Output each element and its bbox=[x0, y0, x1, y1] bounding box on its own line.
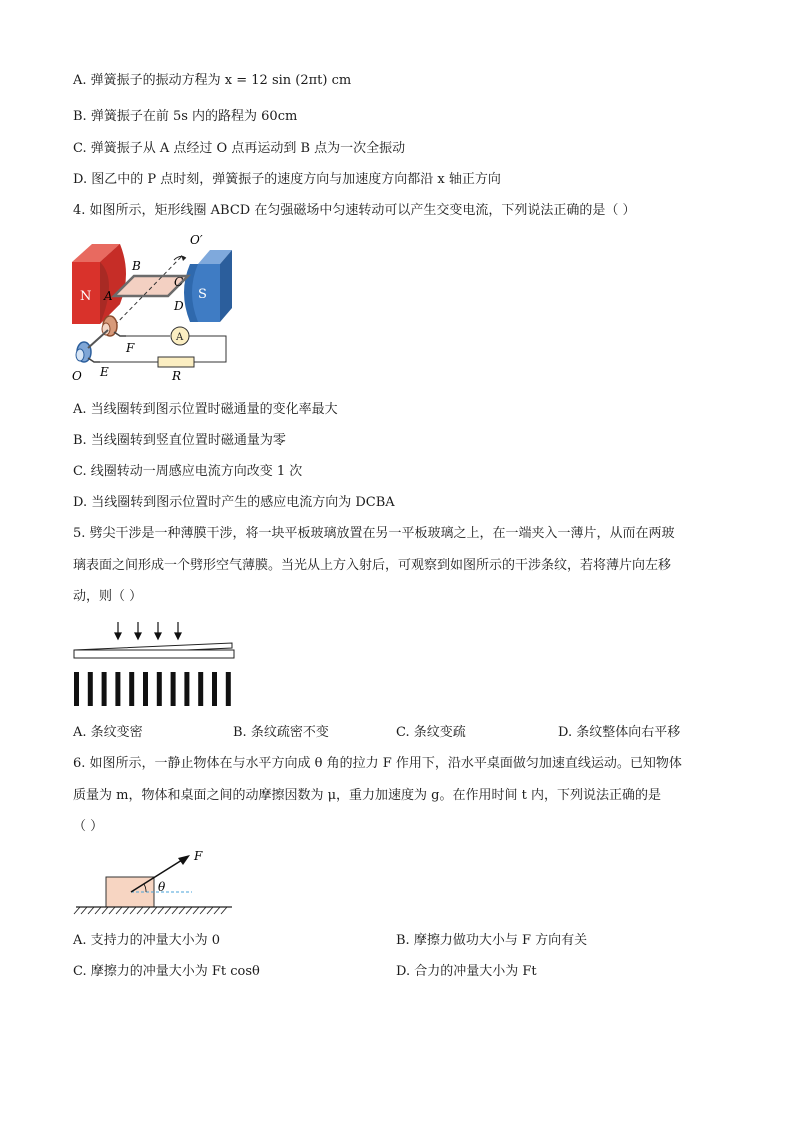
q4-stem: 4. 如图所示，矩形线圈 ABCD 在匀强磁场中匀速转动可以产生交变电流，下列说法正确的是（ ） bbox=[73, 203, 636, 218]
fringe-stripe bbox=[184, 672, 189, 706]
south-magnet bbox=[184, 250, 232, 322]
interference-fringes bbox=[74, 672, 231, 706]
fringe-stripe bbox=[157, 672, 162, 706]
hatch-line bbox=[116, 907, 122, 914]
q5-stem-line1: 5. 劈尖干涉是一种薄膜干涉，将一块平板玻璃放置在另一平板玻璃之上，在一端夹入一薄片，从而在两玻 bbox=[73, 526, 675, 541]
hatch-line bbox=[95, 907, 101, 914]
hatch-line bbox=[158, 907, 164, 914]
hatch-line bbox=[130, 907, 136, 914]
fringe-stripe bbox=[212, 672, 217, 706]
fringe-stripe bbox=[102, 672, 107, 706]
hatch-line bbox=[137, 907, 143, 914]
q5-option-c: C. 条纹变疏 bbox=[396, 725, 466, 740]
hatch-line bbox=[193, 907, 199, 914]
force-vector bbox=[131, 860, 182, 892]
label-c: C bbox=[174, 275, 184, 289]
q6-stem-line1: 6. 如图所示，一静止物体在与水平方向成 θ 角的拉力 F 作用下，沿水平桌面做匀加速直线运动。已知物体 bbox=[73, 756, 682, 771]
hatch-line bbox=[200, 907, 206, 914]
q3-option-c: C. 弹簧振子从 A 点经过 O 点再运动到 B 点为一次全振动 bbox=[73, 141, 406, 156]
ammeter-label: A bbox=[176, 332, 184, 343]
hatch-line bbox=[109, 907, 115, 914]
hatch-line bbox=[221, 907, 227, 914]
fringe-stripe bbox=[171, 672, 176, 706]
q3-option-b: B. 弹簧振子在前 5s 内的路程为 60cm bbox=[73, 109, 298, 124]
hatch-line bbox=[102, 907, 108, 914]
q4-option-a: A. 当线圈转到图示位置时磁通量的变化率最大 bbox=[73, 402, 338, 417]
incident-light-arrows bbox=[115, 622, 181, 639]
resistor bbox=[158, 357, 194, 367]
label-r: R bbox=[172, 369, 182, 383]
q6-stem-line3: （ ） bbox=[73, 819, 104, 834]
fringe-stripe bbox=[143, 672, 148, 706]
ground-hatching bbox=[74, 907, 227, 914]
hatch-line bbox=[207, 907, 213, 914]
q4-option-b: B. 当线圈转到竖直位置时磁通量为零 bbox=[73, 433, 286, 448]
fringe-stripe bbox=[226, 672, 231, 706]
label-f: F bbox=[126, 341, 135, 355]
angle-label: θ bbox=[158, 880, 166, 894]
q3-option-d: D. 图乙中的 P 点时刻，弹簧振子的速度方向与加速度方向都沿 x 轴正方向 bbox=[73, 172, 501, 187]
q5-stem-line3: 动，则（ ） bbox=[73, 589, 143, 604]
hatch-line bbox=[165, 907, 171, 914]
hatch-line bbox=[214, 907, 220, 914]
fringe-stripe bbox=[115, 672, 120, 706]
hatch-line bbox=[186, 907, 192, 914]
q5-option-b: B. 条纹疏密不变 bbox=[233, 725, 329, 740]
q5-option-a: A. 条纹变密 bbox=[73, 725, 143, 740]
fringe-stripe bbox=[198, 672, 203, 706]
q4-option-d: D. 当线圈转到图示位置时产生的感应电流方向为 DCBA bbox=[73, 495, 395, 510]
force-label: F bbox=[194, 849, 203, 863]
hatch-line bbox=[172, 907, 178, 914]
q6-option-a: A. 支持力的冲量大小为 0 bbox=[73, 933, 221, 948]
label-e: E bbox=[100, 365, 109, 379]
hatch-line bbox=[144, 907, 150, 914]
q6-option-d: D. 合力的冲量大小为 Ft bbox=[396, 964, 537, 979]
hatch-line bbox=[123, 907, 129, 914]
fringe-stripe bbox=[129, 672, 134, 706]
hatch-line bbox=[88, 907, 94, 914]
north-label: N bbox=[80, 289, 92, 304]
block-force-figure bbox=[74, 848, 244, 918]
q3-option-a: A. 弹簧振子的振动方程为 x = 12 sin (2πt) cm bbox=[73, 73, 352, 88]
q5-stem-line2: 璃表面之间形成一个劈形空气薄膜。当光从上方入射后，可观察到如图所示的干涉条纹，若将薄片向左移 bbox=[73, 558, 672, 573]
label-o: O bbox=[72, 369, 82, 383]
hatch-line bbox=[151, 907, 157, 914]
label-o-prime: O′ bbox=[190, 233, 203, 247]
generator-figure bbox=[70, 234, 240, 384]
q5-option-d: D. 条纹整体向右平移 bbox=[558, 725, 681, 740]
fringe-stripe bbox=[74, 672, 79, 706]
q6-stem-line2: 质量为 m，物体和桌面之间的动摩擦因数为 μ，重力加速度为 g。在作用时间 t 内，下列说法正确的是 bbox=[73, 788, 661, 803]
force-arrowhead bbox=[178, 855, 190, 865]
fringe-stripe bbox=[88, 672, 93, 706]
hatch-line bbox=[179, 907, 185, 914]
hatch-line bbox=[74, 907, 80, 914]
north-magnet bbox=[72, 244, 126, 324]
q6-option-b: B. 摩擦力做功大小与 F 方向有关 bbox=[396, 933, 588, 948]
lower-glass-plate bbox=[74, 650, 234, 658]
hatch-line bbox=[81, 907, 87, 914]
label-a: A bbox=[104, 289, 113, 303]
label-d: D bbox=[174, 299, 184, 313]
q4-option-c: C. 线圈转动一周感应电流方向改变 1 次 bbox=[73, 464, 303, 479]
south-label: S bbox=[198, 287, 207, 302]
label-b: B bbox=[132, 259, 141, 273]
wedge-interference-figure bbox=[72, 620, 242, 710]
q6-option-c: C. 摩擦力的冲量大小为 Ft cosθ bbox=[73, 964, 260, 979]
